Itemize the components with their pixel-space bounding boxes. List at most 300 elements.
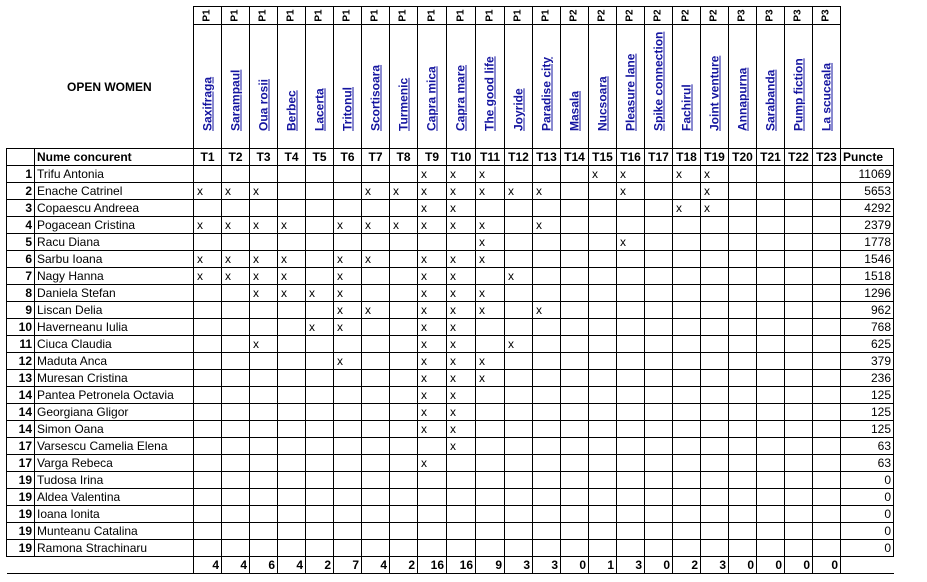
mark-cell — [645, 387, 673, 404]
part-label: P3 — [764, 9, 776, 22]
mark-cell — [785, 489, 813, 506]
part-label: P3 — [792, 9, 804, 22]
rank-cell: 19 — [7, 489, 35, 506]
mark-cell — [418, 438, 447, 455]
mark-cell — [334, 472, 362, 489]
mark-cell — [278, 472, 306, 489]
mark-cell — [278, 336, 306, 353]
mark-cell — [334, 234, 362, 251]
mark-cell — [785, 234, 813, 251]
mark-cell — [505, 285, 533, 302]
mark-cell — [617, 251, 645, 268]
mark-cell — [785, 387, 813, 404]
route-code-header: T10 — [447, 149, 476, 166]
mark-cell — [701, 438, 729, 455]
mark-cell — [561, 421, 589, 438]
mark-cell — [729, 438, 757, 455]
mark-cell — [617, 455, 645, 472]
mark-cell: x — [306, 319, 334, 336]
mark-cell — [194, 523, 222, 540]
mark-cell — [278, 506, 306, 523]
points-cell: 0 — [841, 506, 894, 523]
mark-cell — [589, 370, 617, 387]
mark-cell — [278, 319, 306, 336]
rank-cell: 4 — [7, 217, 35, 234]
mark-cell: x — [250, 183, 278, 200]
mark-cell — [390, 285, 418, 302]
competitor-name: Ciuca Claudia — [35, 336, 194, 353]
mark-cell — [617, 472, 645, 489]
mark-cell — [418, 234, 447, 251]
mark-cell — [561, 472, 589, 489]
mark-cell — [673, 319, 701, 336]
mark-cell — [645, 506, 673, 523]
route-name[interactable]: La scuceala — [819, 62, 833, 131]
mark-cell: x — [334, 285, 362, 302]
mark-cell — [447, 455, 476, 472]
mark-cell — [617, 404, 645, 421]
route-code-header: T3 — [250, 149, 278, 166]
route-name[interactable]: Sarampaul — [228, 69, 242, 131]
mark-cell — [813, 251, 841, 268]
mark-cell — [785, 166, 813, 183]
mark-cell — [785, 319, 813, 336]
mark-cell — [645, 540, 673, 557]
mark-cell: x — [476, 183, 505, 200]
competitor-name: Georgiana Gligor — [35, 404, 194, 421]
mark-cell — [533, 523, 561, 540]
mark-cell: x — [334, 319, 362, 336]
route-cell — [673, 25, 701, 149]
route-total: 7 — [334, 557, 362, 574]
points-cell: 236 — [841, 370, 894, 387]
mark-cell — [589, 421, 617, 438]
route-cell — [785, 25, 813, 149]
mark-cell — [589, 472, 617, 489]
route-name[interactable]: Annapurna — [735, 67, 749, 131]
mark-cell — [250, 404, 278, 421]
part-label: P1 — [512, 9, 524, 22]
mark-cell — [278, 489, 306, 506]
route-name[interactable]: Lacerta — [312, 88, 326, 131]
mark-cell — [729, 387, 757, 404]
mark-cell — [390, 302, 418, 319]
mark-cell — [476, 455, 505, 472]
table-row — [7, 268, 894, 285]
mark-cell — [617, 319, 645, 336]
rank-cell: 3 — [7, 200, 35, 217]
mark-cell — [701, 302, 729, 319]
route-cell — [617, 25, 645, 149]
mark-cell — [533, 336, 561, 353]
mark-cell: x — [447, 336, 476, 353]
mark-cell: x — [476, 302, 505, 319]
mark-cell — [813, 421, 841, 438]
mark-cell: x — [250, 217, 278, 234]
mark-cell: x — [278, 285, 306, 302]
mark-cell — [390, 370, 418, 387]
mark-cell — [701, 455, 729, 472]
mark-cell — [589, 540, 617, 557]
mark-cell: x — [447, 217, 476, 234]
mark-cell — [673, 421, 701, 438]
mark-cell — [278, 183, 306, 200]
mark-cell — [306, 353, 334, 370]
mark-cell: x — [418, 251, 447, 268]
mark-cell — [561, 404, 589, 421]
mark-cell — [390, 251, 418, 268]
part-cell — [222, 7, 250, 25]
mark-cell — [673, 251, 701, 268]
route-code-header: T13 — [533, 149, 561, 166]
route-total: 0 — [645, 557, 673, 574]
mark-cell — [561, 268, 589, 285]
mark-cell — [390, 421, 418, 438]
mark-cell — [222, 319, 250, 336]
mark-cell — [701, 234, 729, 251]
mark-cell — [306, 455, 334, 472]
route-cell — [418, 25, 447, 149]
mark-cell — [561, 489, 589, 506]
points-cell: 63 — [841, 455, 894, 472]
route-code-header: T1 — [194, 149, 222, 166]
mark-cell — [561, 506, 589, 523]
mark-cell — [222, 200, 250, 217]
mark-cell: x — [418, 370, 447, 387]
mark-cell — [222, 421, 250, 438]
part-cell — [561, 7, 589, 25]
route-cell — [561, 25, 589, 149]
route-cell — [362, 25, 390, 149]
route-name[interactable]: Capra mica — [424, 66, 439, 131]
route-total: 0 — [561, 557, 589, 574]
mark-cell — [222, 370, 250, 387]
mark-cell — [250, 302, 278, 319]
route-code-header: T20 — [729, 149, 757, 166]
mark-cell — [729, 353, 757, 370]
mark-cell: x — [418, 319, 447, 336]
mark-cell — [476, 421, 505, 438]
mark-cell — [729, 404, 757, 421]
mark-cell — [673, 506, 701, 523]
mark-cell — [729, 183, 757, 200]
mark-cell — [757, 506, 785, 523]
mark-cell — [589, 285, 617, 302]
route-name[interactable]: Pump fiction — [791, 58, 805, 131]
mark-cell — [306, 302, 334, 319]
mark-cell — [505, 302, 533, 319]
mark-cell — [729, 319, 757, 336]
mark-cell — [701, 387, 729, 404]
mark-cell — [334, 438, 362, 455]
mark-cell — [673, 183, 701, 200]
rank-cell: 14 — [7, 387, 35, 404]
mark-cell — [757, 183, 785, 200]
mark-cell — [757, 455, 785, 472]
mark-cell — [813, 387, 841, 404]
mark-cell — [785, 251, 813, 268]
mark-cell — [306, 523, 334, 540]
mark-cell — [194, 489, 222, 506]
mark-cell — [222, 166, 250, 183]
mark-cell — [390, 506, 418, 523]
route-name[interactable]: Pleasure lane — [623, 53, 637, 131]
rank-cell: 2 — [7, 183, 35, 200]
mark-cell — [757, 421, 785, 438]
mark-cell — [757, 489, 785, 506]
mark-cell — [447, 523, 476, 540]
route-code-header: T22 — [785, 149, 813, 166]
mark-cell — [785, 336, 813, 353]
points-cell: 63 — [841, 438, 894, 455]
route-total: 16 — [447, 557, 476, 574]
category-title: OPEN WOMEN — [67, 80, 152, 94]
rank-cell: 10 — [7, 319, 35, 336]
mark-cell — [306, 217, 334, 234]
mark-cell — [645, 234, 673, 251]
part-cell — [250, 7, 278, 25]
mark-cell — [306, 489, 334, 506]
mark-cell — [278, 387, 306, 404]
mark-cell: x — [362, 183, 390, 200]
mark-cell — [390, 319, 418, 336]
mark-cell — [505, 200, 533, 217]
mark-cell: x — [418, 285, 447, 302]
table-row — [7, 421, 894, 438]
mark-cell — [701, 523, 729, 540]
rank-cell: 17 — [7, 455, 35, 472]
mark-cell — [362, 523, 390, 540]
route-name[interactable]: Scortisoara — [368, 64, 382, 131]
mark-cell — [729, 455, 757, 472]
mark-cell — [334, 200, 362, 217]
results-table — [6, 6, 894, 574]
mark-cell — [505, 438, 533, 455]
mark-cell — [222, 489, 250, 506]
mark-cell: x — [250, 251, 278, 268]
mark-cell — [673, 370, 701, 387]
route-name[interactable]: Sarabanda — [763, 69, 777, 131]
route-cell — [194, 25, 222, 149]
part-cell — [306, 7, 334, 25]
mark-cell — [617, 523, 645, 540]
mark-cell — [447, 540, 476, 557]
mark-cell — [785, 302, 813, 319]
mark-cell — [250, 489, 278, 506]
part-label: P1 — [369, 9, 381, 22]
mark-cell — [278, 200, 306, 217]
competitor-name: Copaescu Andreea — [35, 200, 194, 217]
mark-cell — [757, 234, 785, 251]
part-cell — [533, 7, 561, 25]
mark-cell — [362, 336, 390, 353]
part-row — [7, 7, 894, 25]
mark-cell — [476, 438, 505, 455]
mark-cell — [785, 455, 813, 472]
table-row — [7, 489, 894, 506]
mark-cell — [505, 489, 533, 506]
mark-cell — [533, 166, 561, 183]
mark-cell: x — [589, 166, 617, 183]
table-row — [7, 506, 894, 523]
mark-cell — [813, 302, 841, 319]
mark-cell — [785, 217, 813, 234]
route-name[interactable]: The good life — [482, 56, 497, 131]
mark-cell — [617, 421, 645, 438]
mark-cell — [757, 302, 785, 319]
mark-cell: x — [418, 302, 447, 319]
route-code-header: T6 — [334, 149, 362, 166]
mark-cell — [194, 353, 222, 370]
points-cell: 0 — [841, 540, 894, 557]
points-cell: 125 — [841, 421, 894, 438]
mark-cell — [561, 523, 589, 540]
mark-cell — [362, 200, 390, 217]
mark-cell: x — [447, 353, 476, 370]
mark-cell — [306, 166, 334, 183]
part-label: P2 — [652, 9, 664, 22]
mark-cell: x — [447, 387, 476, 404]
route-name[interactable]: Saxifraga — [200, 76, 214, 131]
mark-cell — [194, 285, 222, 302]
mark-cell — [250, 166, 278, 183]
mark-cell — [561, 183, 589, 200]
mark-cell: x — [222, 183, 250, 200]
route-code-header: T5 — [306, 149, 334, 166]
mark-cell — [505, 217, 533, 234]
route-total: 9 — [476, 557, 505, 574]
mark-cell — [194, 540, 222, 557]
route-name[interactable]: Joint venture — [707, 55, 721, 131]
route-name[interactable]: Tritonul — [340, 87, 354, 131]
mark-cell — [813, 353, 841, 370]
route-cell — [757, 25, 785, 149]
route-name[interactable]: Joyride — [511, 88, 525, 131]
part-cell — [278, 7, 306, 25]
mark-cell — [447, 506, 476, 523]
mark-cell — [589, 506, 617, 523]
mark-cell — [561, 319, 589, 336]
mark-cell — [250, 472, 278, 489]
mark-cell — [390, 353, 418, 370]
mark-cell — [813, 506, 841, 523]
mark-cell: x — [447, 285, 476, 302]
mark-cell — [476, 523, 505, 540]
mark-cell — [533, 421, 561, 438]
mark-cell — [250, 523, 278, 540]
route-cell — [476, 25, 505, 149]
route-name[interactable]: Spike connection — [651, 31, 665, 131]
mark-cell — [645, 336, 673, 353]
mark-cell — [334, 523, 362, 540]
mark-cell — [334, 421, 362, 438]
mark-cell — [729, 370, 757, 387]
competitor-name: Nagy Hanna — [35, 268, 194, 285]
mark-cell: x — [390, 183, 418, 200]
competitor-name: Sarbu Ioana — [35, 251, 194, 268]
points-cell: 4292 — [841, 200, 894, 217]
part-cell — [362, 7, 390, 25]
mark-cell — [505, 455, 533, 472]
mark-cell — [701, 319, 729, 336]
route-code-header: T4 — [278, 149, 306, 166]
route-name[interactable]: Masala — [567, 90, 581, 131]
mark-cell — [673, 234, 701, 251]
mark-cell — [278, 404, 306, 421]
route-name[interactable]: Berbec — [284, 90, 298, 131]
part-label: P1 — [341, 9, 353, 22]
part-label: P1 — [285, 9, 297, 22]
mark-cell — [505, 472, 533, 489]
mark-cell — [589, 268, 617, 285]
part-cell — [390, 7, 418, 25]
mark-cell — [645, 370, 673, 387]
mark-cell — [418, 472, 447, 489]
mark-cell — [813, 166, 841, 183]
route-total: 3 — [505, 557, 533, 574]
mark-cell — [533, 489, 561, 506]
competitor-name: Varga Rebeca — [35, 455, 194, 472]
part-label: P1 — [455, 9, 467, 22]
mark-cell — [757, 370, 785, 387]
mark-cell: x — [278, 217, 306, 234]
mark-cell — [194, 387, 222, 404]
table-row — [7, 540, 894, 557]
mark-cell — [617, 217, 645, 234]
mark-cell — [334, 404, 362, 421]
route-name[interactable]: Paradise city — [539, 56, 553, 131]
route-total: 6 — [250, 557, 278, 574]
mark-cell — [306, 251, 334, 268]
mark-cell — [589, 217, 617, 234]
mark-cell — [701, 353, 729, 370]
mark-cell — [250, 370, 278, 387]
route-name[interactable]: Nucsoara — [595, 76, 609, 131]
mark-cell — [701, 268, 729, 285]
mark-cell — [617, 370, 645, 387]
mark-cell — [222, 506, 250, 523]
competitor-name: Trifu Antonia — [35, 166, 194, 183]
mark-cell — [729, 540, 757, 557]
route-total: 4 — [362, 557, 390, 574]
points-cell: 125 — [841, 387, 894, 404]
mark-cell — [505, 387, 533, 404]
mark-cell — [362, 438, 390, 455]
mark-cell — [729, 421, 757, 438]
mark-cell — [785, 421, 813, 438]
route-name[interactable]: Capra mare — [453, 64, 468, 131]
part-label: P1 — [484, 9, 496, 22]
route-name[interactable]: Oua rosii — [256, 78, 270, 131]
points-cell: 11069 — [841, 166, 894, 183]
route-cell — [306, 25, 334, 149]
mark-cell — [813, 200, 841, 217]
mark-cell — [505, 319, 533, 336]
mark-cell — [250, 455, 278, 472]
mark-cell — [505, 421, 533, 438]
mark-cell: x — [222, 217, 250, 234]
route-name[interactable]: Turmenic — [396, 77, 410, 131]
mark-cell — [617, 387, 645, 404]
mark-cell — [617, 336, 645, 353]
mark-cell: x — [418, 166, 447, 183]
mark-cell: x — [418, 268, 447, 285]
mark-cell: x — [533, 217, 561, 234]
route-name[interactable]: Fachirul — [679, 84, 693, 131]
competitor-name: Munteanu Catalina — [35, 523, 194, 540]
mark-cell: x — [447, 438, 476, 455]
route-cell — [533, 25, 561, 149]
